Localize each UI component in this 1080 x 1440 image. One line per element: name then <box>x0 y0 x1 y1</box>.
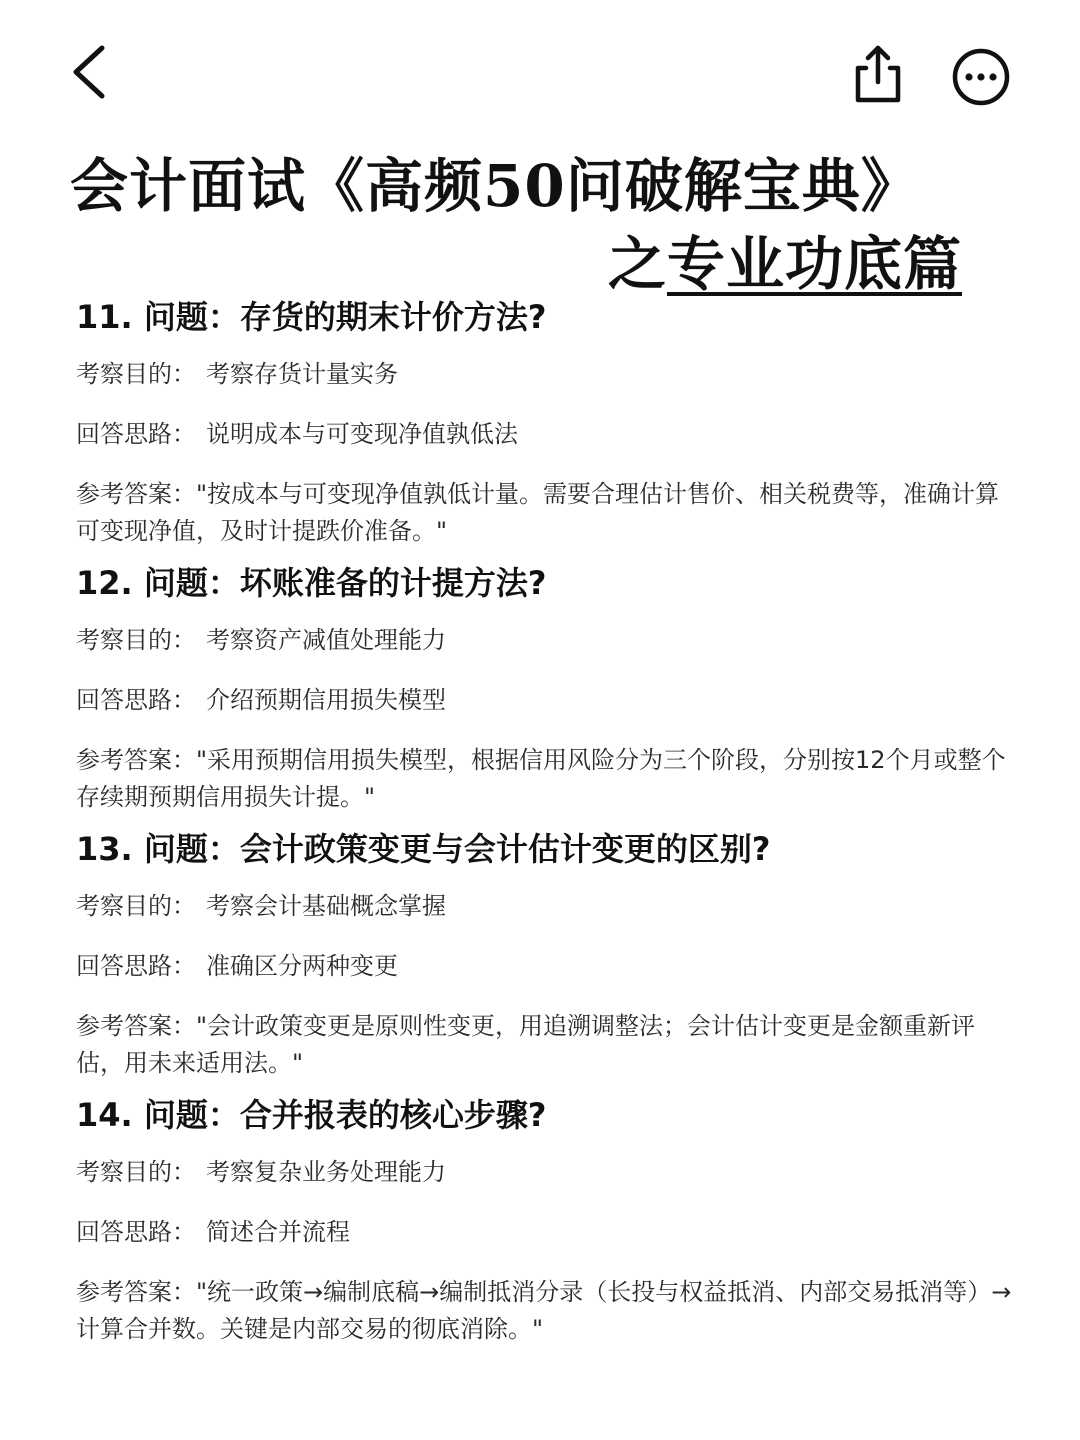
answer-label: 参考答案： <box>76 1278 196 1306</box>
chevron-left-icon <box>60 40 124 104</box>
answer-text: "会计政策变更是原则性变更，用追溯调整法；会计估计变更是金额重新评估，用未来适用法。" <box>76 1012 976 1077</box>
question-approach <box>76 682 1016 719</box>
share-button[interactable] <box>846 40 910 108</box>
question-answer <box>76 1274 1016 1348</box>
question-purpose <box>76 1154 1016 1191</box>
answer-text: "按成本与可变现净值孰低计量。需要合理估计售价、相关税费等，准确计算可变现净值，及时计提跌价准备。" <box>76 480 1000 545</box>
question-answer <box>76 476 1016 550</box>
approach-label: 回答思路： <box>76 686 196 714</box>
answer-label: 参考答案： <box>76 480 196 508</box>
question-answer <box>76 742 1016 816</box>
answer-text: "统一政策→编制底稿→编制抵消分录（长投与权益抵消、内部交易抵消等）→计算合并数。关键是内部交易的彻底消除。" <box>76 1278 1012 1343</box>
answer-label: 参考答案： <box>76 746 196 774</box>
question-purpose <box>76 622 1016 659</box>
question-approach <box>76 1214 1016 1251</box>
share-icon <box>846 40 910 108</box>
purpose-text: 考察存货计量实务 <box>206 360 398 388</box>
question-item <box>76 824 1016 1082</box>
question-purpose <box>76 356 1016 393</box>
approach-label: 回答思路： <box>76 952 196 980</box>
page-title: 会计面试《高频50问破解宝典》 <box>70 152 920 220</box>
question-answer <box>76 1008 1016 1082</box>
question-list <box>76 292 1016 1356</box>
question-title: 14. 问题：合并报表的核心步骤? <box>76 1096 547 1134</box>
question-item <box>76 558 1016 816</box>
purpose-label: 考察目的： <box>76 1158 196 1186</box>
more-horizontal-icon <box>950 46 1012 108</box>
purpose-text: 考察会计基础概念掌握 <box>206 892 446 920</box>
approach-text: 说明成本与可变现净值孰低法 <box>206 420 518 448</box>
question-item <box>76 292 1016 550</box>
approach-text: 简述合并流程 <box>206 1218 350 1246</box>
purpose-text: 考察资产减值处理能力 <box>206 626 446 654</box>
purpose-text: 考察复杂业务处理能力 <box>206 1158 446 1186</box>
answer-label: 参考答案： <box>76 1012 196 1040</box>
question-purpose <box>76 888 1016 925</box>
answer-text: "采用预期信用损失模型，根据信用风险分为三个阶段，分别按12个月或整个存续期预期信用损失计提。" <box>76 746 1006 811</box>
back-button[interactable] <box>60 40 124 104</box>
subtitle-underlined: 专业功底篇 <box>666 230 962 298</box>
question-approach <box>76 416 1016 453</box>
purpose-label: 考察目的： <box>76 626 196 654</box>
purpose-label: 考察目的： <box>76 360 196 388</box>
question-item <box>76 1090 1016 1348</box>
question-title: 12. 问题：坏账准备的计提方法? <box>76 564 547 602</box>
subtitle-prefix: 之 <box>607 230 667 298</box>
approach-label: 回答思路： <box>76 420 196 448</box>
question-title: 13. 问题：会计政策变更与会计估计变更的区别? <box>76 830 771 868</box>
more-button[interactable] <box>950 46 1012 108</box>
top-nav-bar <box>0 0 1080 140</box>
approach-text: 准确区分两种变更 <box>206 952 398 980</box>
approach-label: 回答思路： <box>76 1218 196 1246</box>
question-approach <box>76 948 1016 985</box>
approach-text: 介绍预期信用损失模型 <box>206 686 446 714</box>
purpose-label: 考察目的： <box>76 892 196 920</box>
question-title: 11. 问题：存货的期末计价方法? <box>76 298 547 336</box>
